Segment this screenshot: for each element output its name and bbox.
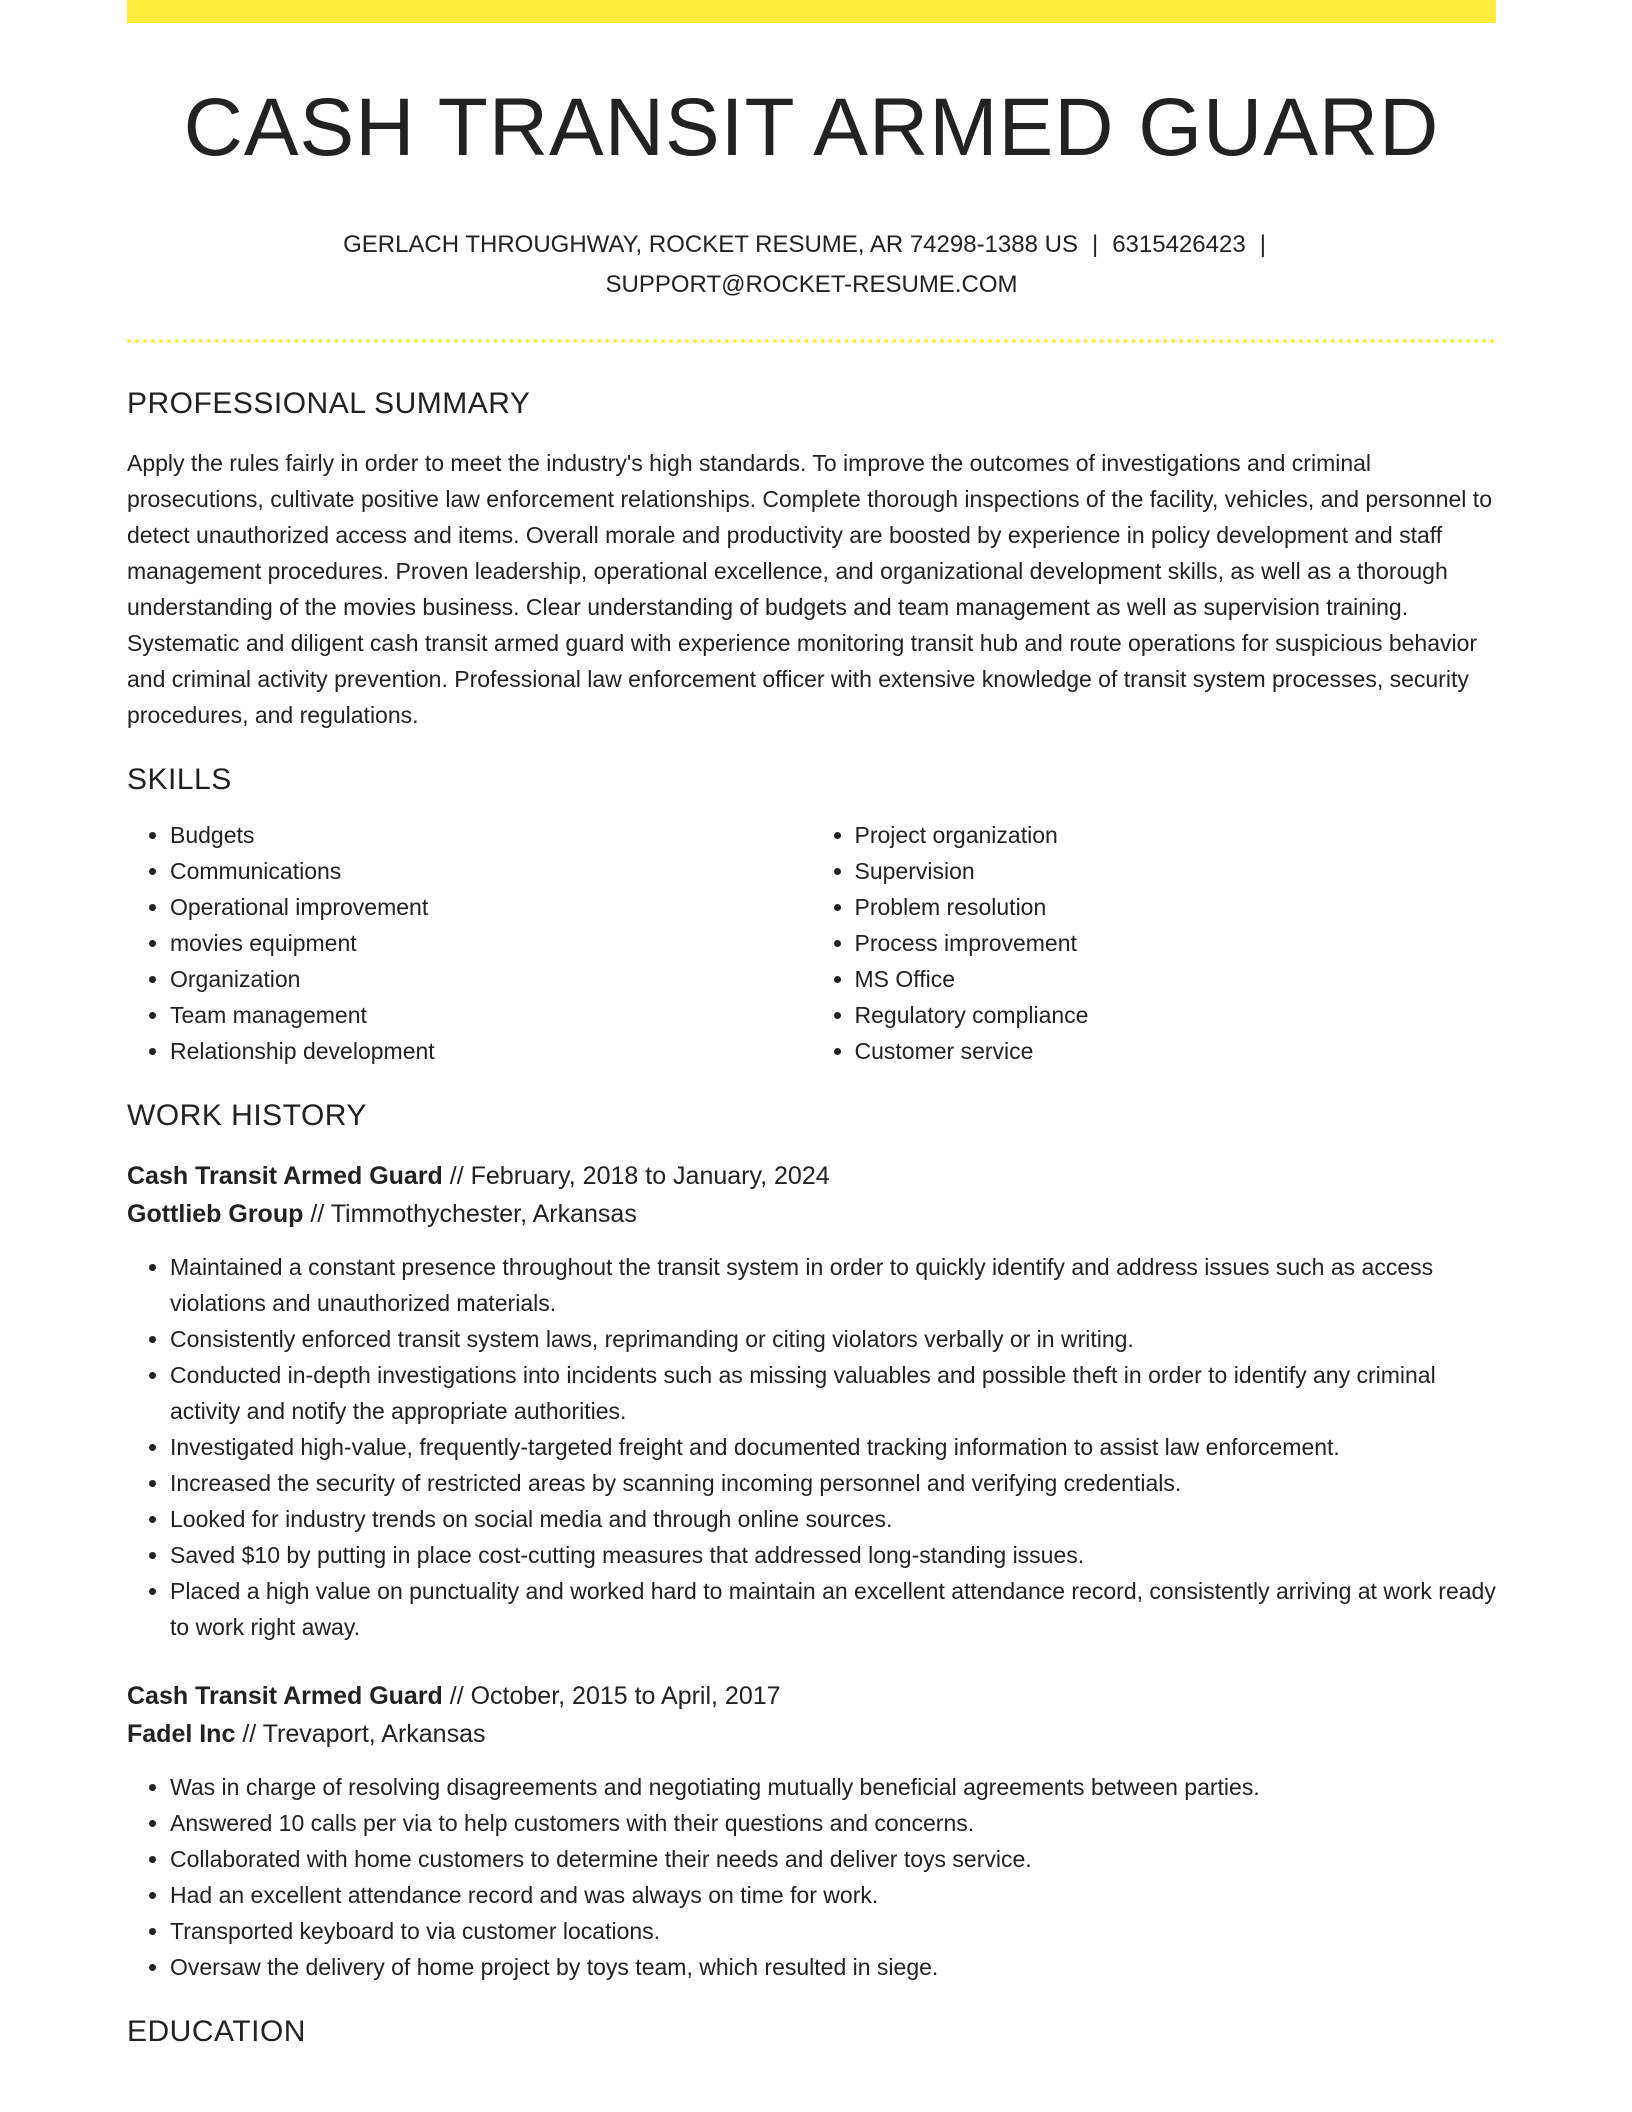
work-history-heading: WORK HISTORY: [127, 1099, 367, 1133]
job-entry: [127, 1157, 1496, 1645]
header-divider: [127, 339, 1496, 343]
skills-heading: SKILLS: [127, 763, 232, 797]
education-heading: EDUCATION: [127, 2015, 306, 2049]
job-bullet: • Placed a high value on punctuality and worked hard to maintain an excellent attendance record, consistently arriving at work ready to work right away.: [170, 1573, 1496, 1645]
job-location: // Timmothychester, Arkansas: [303, 1200, 637, 1229]
skill-item: • Organization: [170, 961, 812, 997]
skills-column-right: [812, 817, 1497, 1069]
skill-item: • Communications: [170, 853, 812, 889]
job-company-line: [127, 1715, 1496, 1753]
job-bullet: • Had an excellent attendance record and was always on time for work.: [170, 1877, 1496, 1913]
skill-item: • Operational improvement: [170, 889, 812, 925]
contact-phone: 6315426423: [1112, 231, 1246, 259]
job-bullet: • Answered 10 calls per via to help customers with their questions and concerns.: [170, 1805, 1496, 1841]
job-entry: [127, 1677, 1496, 1985]
skill-item: • Project organization: [855, 817, 1497, 853]
skill-item: • Process improvement: [855, 925, 1497, 961]
contact-separator: |: [1091, 231, 1099, 259]
contact-separator: |: [1259, 231, 1266, 259]
summary-heading: PROFESSIONAL SUMMARY: [127, 387, 531, 421]
job-bullet: • Maintained a constant presence throughout the transit system in order to quickly identify and address issues such as access violations and unauthorized materials.: [170, 1249, 1496, 1321]
job-title: Cash Transit Armed Guard: [127, 1682, 443, 1711]
job-title-line: [127, 1157, 1496, 1195]
job-company: Fadel Inc: [127, 1720, 236, 1749]
resume-name: CASH TRANSIT ARMED GUARD: [183, 82, 1440, 173]
skill-item: • Relationship development: [170, 1033, 812, 1069]
skill-item: • Team management: [170, 997, 812, 1033]
contact-email[interactable]: SUPPORT@ROCKET-RESUME.COM: [605, 271, 1018, 299]
summary-text: Apply the rules fairly in order to meet the industry's high standards. To improve the outcomes of investigations and criminal prosecutions, cultivate positive law enforcement relationships. Complete thorough inspections of the facility, vehicles, and personnel to detect unauthorized access and items. Overall morale and productivity are boosted by experience in policy development and staff management procedures. Proven leadership, operational excellence, and organizational development skills, as well as a thorough understanding of the movies business. Clear understanding of budgets and team management as well as supervision training. Systematic and diligent cash transit armed guard with experience monitoring transit hub and route operations for suspicious behavior and criminal activity prevention. Professional law enforcement officer with extensive knowledge of transit system processes, security procedures, and regulations.: [127, 450, 1492, 729]
job-bullet: • Increased the security of restricted areas by scanning incoming personnel and verifying credentials.: [170, 1465, 1496, 1501]
job-bullet: • Investigated high-value, frequently-targeted freight and documented tracking information to assist law enforcement.: [170, 1429, 1496, 1465]
job-bullet: • Oversaw the delivery of home project by toys team, which resulted in siege.: [170, 1949, 1496, 1985]
contact-info: [127, 225, 1496, 305]
job-bullet: • Collaborated with home customers to determine their needs and deliver toys service.: [170, 1841, 1496, 1877]
job-bullet: • Conducted in-depth investigations into incidents such as missing valuables and possible theft in order to identify any criminal activity and notify the appropriate authorities.: [170, 1357, 1496, 1429]
job-company-line: [127, 1195, 1496, 1233]
contact-address: GERLACH THROUGHWAY, ROCKET RESUME, AR 74298-1388 US: [343, 231, 1078, 259]
job-bullet: • Transported keyboard to via customer locations.: [170, 1913, 1496, 1949]
job-title-line: [127, 1677, 1496, 1715]
skill-item: • Problem resolution: [855, 889, 1497, 925]
skill-item: • Customer service: [855, 1033, 1497, 1069]
accent-top-bar: [127, 0, 1496, 23]
skill-item: • MS Office: [855, 961, 1497, 997]
skill-item: • Supervision: [855, 853, 1497, 889]
skills-grid: [127, 817, 1496, 1069]
skill-item: • Regulatory compliance: [855, 997, 1497, 1033]
job-company: Gottlieb Group: [127, 1200, 304, 1229]
skills-column-left: [127, 817, 812, 1069]
job-bullet: • Consistently enforced transit system laws, reprimanding or citing violators verbally or in writing.: [170, 1321, 1496, 1357]
job-bullets: [127, 1249, 1496, 1645]
job-dates: // February, 2018 to January, 2024: [442, 1162, 830, 1191]
skill-item: • movies equipment: [170, 925, 812, 961]
job-bullet: • Was in charge of resolving disagreements and negotiating mutually beneficial agreements between parties.: [170, 1769, 1496, 1805]
skill-item: • Budgets: [170, 817, 812, 853]
job-title: Cash Transit Armed Guard: [127, 1162, 443, 1191]
resume-content: [127, 23, 1496, 2049]
job-dates: // October, 2015 to April, 2017: [442, 1682, 781, 1711]
job-bullet: • Looked for industry trends on social media and through online sources.: [170, 1501, 1496, 1537]
job-bullets: [127, 1769, 1496, 1985]
job-bullet: • Saved $10 by putting in place cost-cutting measures that addressed long-standing issues.: [170, 1537, 1496, 1573]
job-location: // Trevaport, Arkansas: [235, 1720, 486, 1749]
